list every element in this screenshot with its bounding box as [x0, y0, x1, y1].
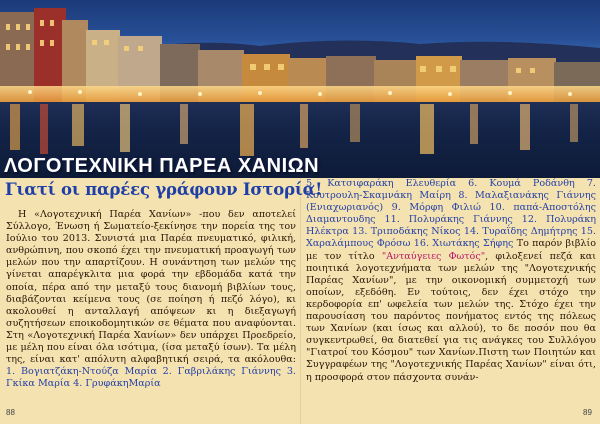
article-title: Γιατί οι παρέες γράφουν Ιστορία!: [5, 180, 323, 199]
left-column: [6, 209, 296, 390]
light-reflections: [0, 102, 600, 162]
page-number-left: 88: [6, 408, 15, 417]
harbour-photo: [0, 0, 600, 178]
member-list-part1: 1. Βογιατζάκη-Ντούζα Μαρία 2. Γαβριλάκης Γιάννης 3. Γκίκα Μαρία 4. ΓρυφάκηΜαρία: [6, 366, 296, 390]
member-list-part2: 5. Κατσιφαράκη Ελευθερία 6. Κουμά Ροδάνθη 7. Κουτρουλη-Σκαμνάκη Μαίρη 8. Μαλαξιανάκης Γιάννης (Ενιαχωριανός) 9. Μόρφη Φιλιώ 10. παπά-Αποστόλης Διαμαντουδης 11. Πολυράκης Γιάννης 12. Πολυράκη Ηλέκτρα 13. Τριποδάκης Νίκος 14. Τυραΐδης Δημήτρης 15. Χαραλάμπους Φρόσω 16. Χιωτάκης Σήφης: [306, 178, 596, 250]
book-intro-text: Το παρόν βιβλίο με τον τίτλο: [306, 238, 596, 262]
right-column: [306, 178, 596, 384]
magazine-title: ΛΟΓΟΤΕΧΝΙΚΗ ΠΑΡΕΑ ΧΑΝΙΩΝ: [4, 155, 320, 177]
page-gutter: [300, 178, 301, 424]
purpose-text: , φιλοξενεί πεζά και ποιητικά λογοτεχνήματα των μελών της "Λογοτεχνικής Παρέας Χανίων", με την οικονομική συμμετοχή των οποίων, εξεδόθη. Εν τούτοις, δεν έχει στόχο την κερδοφορία επ' ωφελεία των μελών της. Στόχο έχει την παρουσίαση του παρόντος πονήματος εντός της πόλεως των Χανίων (και ίσως και αλλού), το δε ποσόν που θα συγκεντρωθεί, θα διατεθεί για τις ανάγκες του Συλλόγου "Γιατροί του Κόσμου" των Χανίων.Πιστη των Ποιητών και Συγγραφέων της "Λογοτεχνικής Παρέας Χανίων" είναι ότι, η προσφορά στον πάσχοντα συνάν-: [306, 250, 596, 383]
page-number-right: 89: [583, 408, 592, 417]
waterfront-buildings: [0, 0, 600, 110]
book-title: "Ανταύγειες Φωτός": [381, 250, 486, 262]
left-paragraph: [6, 209, 296, 390]
right-paragraph: [306, 178, 596, 384]
intro-text: Η «Λογοτεχνική Παρέα Χανίων» -που δεν αποτελεί Σύλλογο, Ένωση ή Σωματείο-ξεκίνησε την πορεία της τον Ιούλιο του 2013. Συνιστά μια Παρέα πνευματικό, φιλική, ανθρώπινη, που σκοπό έχει την πνευματική προαγωγή των μελών που την απαρτίζουν. Η συνάντηση των μελών της γίνεται απαρέγκλιτα μια φορά την εβδομάδα κατά την οποία, πέρα από την μεταξύ τους διανομή βιβλίων τους, διαβάζονται κείμενα τους (σε ποίηση ή πεζό λόγο), κι ακολουθεί η ανταλλαγή απόψεων κι η διεξαγωγή συζητήσεων εποικοδομητικών σε θέματα που αναφύονται. Στη «Λογοτεχνική Παρέα Χανίων» δεν υπάρχει Προεδρείο, με μέλη που είναι όλα ισότιμα, (ίσα μεταξύ ίσων). Τα μέλη της, είναι κατ' απόλυτη αλφαβητική σειρά, τα ακόλουθα:: [6, 209, 296, 366]
